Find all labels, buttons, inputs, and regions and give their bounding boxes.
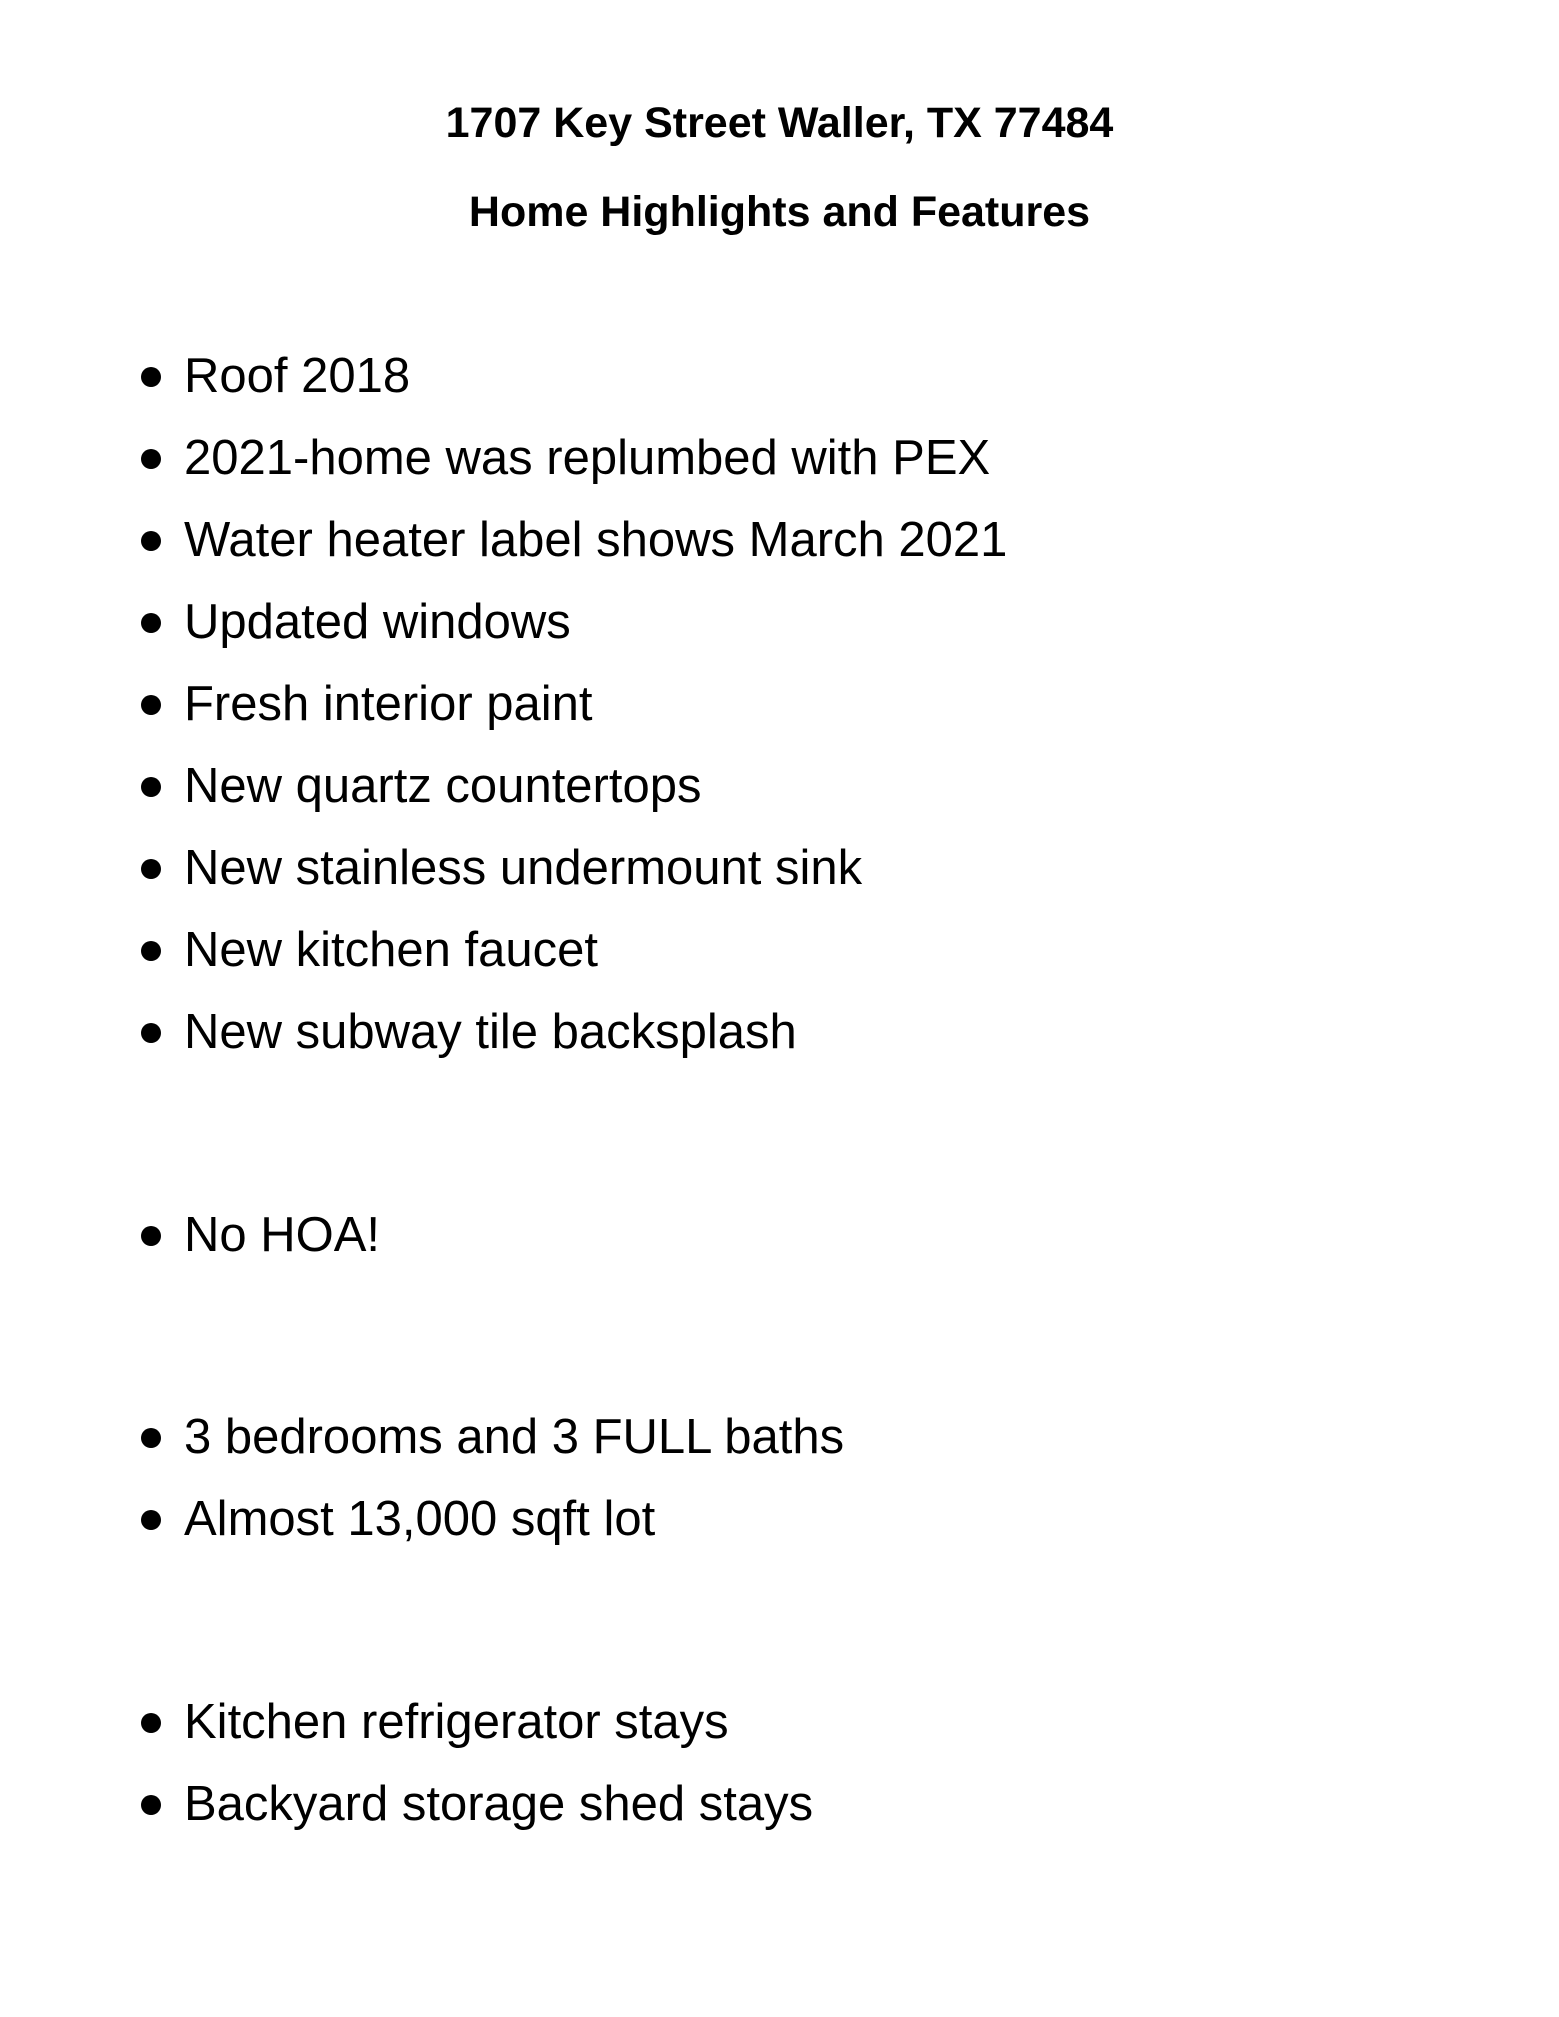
list-item-text: 2021-home was replumbed with PEX	[184, 431, 991, 485]
list-item-text: New subway tile backsplash	[184, 1005, 797, 1059]
bullet-icon	[141, 449, 161, 469]
bullet-icon	[141, 1713, 161, 1733]
highlights-subtitle: Home Highlights and Features	[468, 188, 1091, 236]
bullet-icon	[141, 531, 161, 551]
features-list-inclusions	[0, 1681, 1559, 1845]
list-item	[0, 1194, 1559, 1276]
bullet-icon	[141, 941, 161, 961]
list-item-text: Backyard storage shed stays	[184, 1777, 814, 1831]
list-item-text: Fresh interior paint	[184, 677, 593, 731]
list-item	[0, 1681, 1559, 1763]
features-list-upgrades	[0, 335, 1559, 1073]
list-item	[0, 581, 1559, 663]
list-item-text: Updated windows	[184, 595, 571, 649]
bullet-icon	[141, 1023, 161, 1043]
bullet-icon	[141, 777, 161, 797]
list-item-text: 3 bedrooms and 3 FULL baths	[184, 1410, 845, 1464]
list-item-text: Water heater label shows March 2021	[184, 513, 1008, 567]
bullet-icon	[141, 1510, 161, 1530]
list-item	[0, 1396, 1559, 1478]
list-item	[0, 909, 1559, 991]
list-item-text: New kitchen faucet	[184, 923, 598, 977]
list-item-text: Kitchen refrigerator stays	[184, 1695, 729, 1749]
list-item-text: New quartz countertops	[184, 759, 702, 813]
list-item-text: New stainless undermount sink	[184, 841, 863, 895]
bullet-icon	[141, 859, 161, 879]
list-item	[0, 745, 1559, 827]
list-item	[0, 417, 1559, 499]
list-item-text: Roof 2018	[184, 349, 411, 403]
list-item	[0, 1478, 1559, 1560]
list-item	[0, 335, 1559, 417]
list-item	[0, 499, 1559, 581]
list-item	[0, 991, 1559, 1073]
bullet-icon	[141, 1428, 161, 1448]
bullet-icon	[141, 367, 161, 387]
list-item-text: No HOA!	[184, 1208, 381, 1262]
features-list-size	[0, 1396, 1559, 1560]
list-item	[0, 663, 1559, 745]
bullet-icon	[141, 695, 161, 715]
bullet-icon	[141, 1795, 161, 1815]
property-address-heading: 1707 Key Street Waller, TX 77484	[445, 99, 1114, 147]
list-item-text: Almost 13,000 sqft lot	[184, 1492, 656, 1546]
list-item	[0, 1763, 1559, 1845]
features-list-hoa	[0, 1194, 1559, 1276]
bullet-icon	[141, 1226, 161, 1246]
list-item	[0, 827, 1559, 909]
bullet-icon	[141, 613, 161, 633]
